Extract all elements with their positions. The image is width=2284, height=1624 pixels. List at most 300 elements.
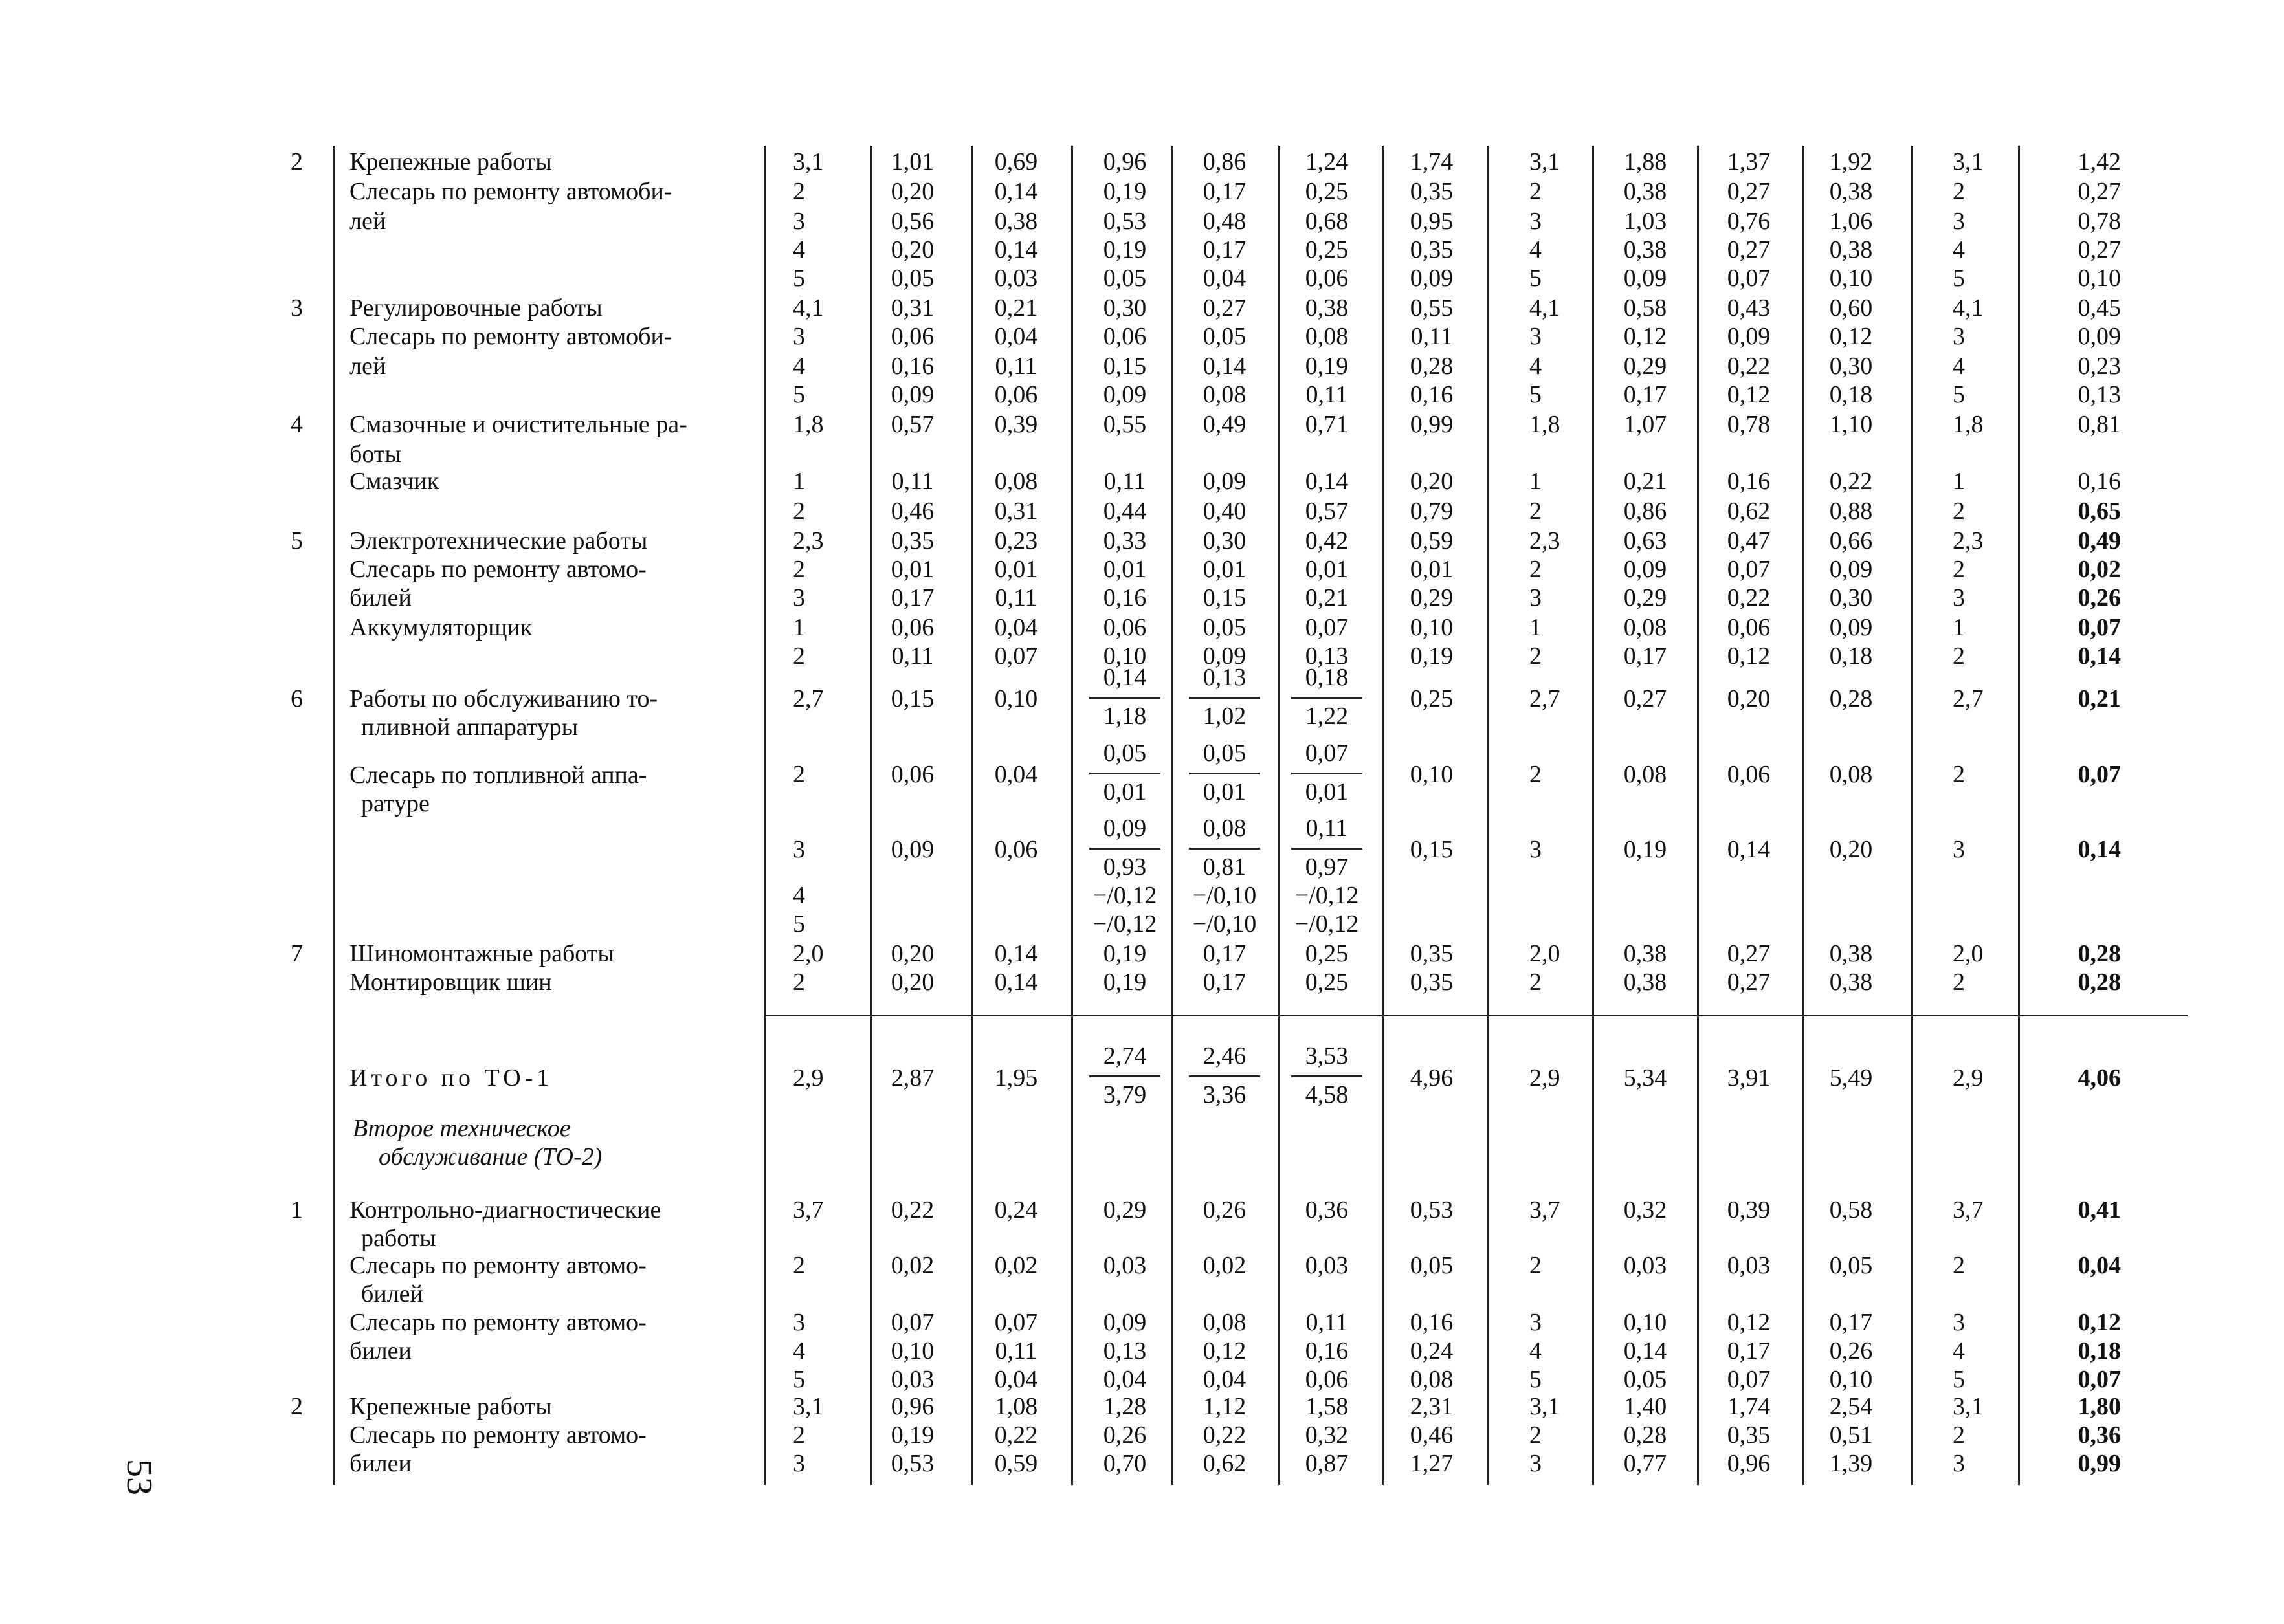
table-cell: 0,65 xyxy=(2078,498,2121,525)
table-cell: 1,8 xyxy=(1953,411,1984,438)
table-cell: 3,7 xyxy=(793,1196,824,1223)
table-cell: 5 xyxy=(1529,381,1542,408)
table-cell: 0,45 xyxy=(2078,294,2121,322)
table-cell: 0,41 xyxy=(2078,1196,2121,1223)
table-cell: 0,12 xyxy=(1727,1309,1771,1336)
column-rule xyxy=(1171,146,1173,1485)
table-cell: 2 xyxy=(793,178,805,205)
table-cell: 3,1 xyxy=(1953,1393,1984,1420)
table-cell: 0,29 xyxy=(1103,1196,1147,1223)
table-cell: 2 xyxy=(1953,1252,1965,1279)
row-label: билеи xyxy=(349,1450,412,1477)
table-cell: 0,07 xyxy=(1727,1366,1771,1393)
table-cell: 0,36 xyxy=(2078,1421,2121,1449)
table-cell: 3 xyxy=(1529,1450,1542,1477)
table-cell: 0,07 xyxy=(1727,556,1771,583)
table-cell: 0,08 xyxy=(1829,761,1873,788)
table-cell: 4,06 xyxy=(2078,1064,2121,1092)
table-cell: 0,05 xyxy=(1203,323,1247,350)
table-cell: 0,16 xyxy=(1727,468,1771,495)
table-cell: 0,10 xyxy=(1829,265,1873,292)
table-cell: 3 xyxy=(1953,323,1965,350)
table-cell: 2 xyxy=(1529,498,1542,525)
row-number: 4 xyxy=(291,411,303,438)
table-cell: 0,23 xyxy=(2078,353,2121,380)
table-cell: 0,18 xyxy=(1829,642,1873,670)
table-cell: 0,03 xyxy=(1305,1252,1349,1279)
table-cell: 0,22 xyxy=(1727,584,1771,611)
table-cell: 0,12 xyxy=(2078,1309,2121,1336)
table-cell: 0,27 xyxy=(1727,236,1771,263)
row-number: 3 xyxy=(291,294,303,322)
table-cell: 4 xyxy=(793,353,805,380)
table-cell: 0,20 xyxy=(891,236,935,263)
table-cell: 3,7 xyxy=(1953,1196,1984,1223)
table-cell: 0,46 xyxy=(1410,1421,1454,1449)
row-label: Аккумуляторщик xyxy=(349,614,533,641)
table-cell: 0,14 xyxy=(994,236,1038,263)
table-cell: 1,07 xyxy=(1623,411,1667,438)
table-cell: 0,07 xyxy=(1305,614,1349,641)
table-cell: 0,07 xyxy=(2078,1366,2121,1393)
table-cell: 3,1 xyxy=(1953,148,1984,175)
fraction-numerator: 0,07 xyxy=(1305,740,1349,767)
table-cell: 2 xyxy=(1529,556,1542,583)
row-label: Контрольно-диагностические xyxy=(349,1196,661,1223)
fraction-bar xyxy=(1089,848,1160,850)
table-cell: 0,14 xyxy=(1203,353,1247,380)
table-cell: 0,10 xyxy=(1410,614,1454,641)
table-cell: 0,15 xyxy=(1103,353,1147,380)
table-cell: 4 xyxy=(793,1337,805,1365)
row-label: билеи xyxy=(349,1337,412,1365)
table-cell: 1,8 xyxy=(793,411,824,438)
table-cell: 2,0 xyxy=(1953,940,1984,967)
fraction-numerator: 0,11 xyxy=(1305,815,1348,842)
table-cell: 0,27 xyxy=(2078,178,2121,205)
table-cell: 3 xyxy=(1529,1309,1542,1336)
table-cell: 2 xyxy=(793,1421,805,1449)
column-rule xyxy=(1071,146,1073,1485)
page-number: 53 xyxy=(119,1459,159,1495)
table-cell: 0,23 xyxy=(994,527,1038,554)
table-cell: 0,27 xyxy=(1623,685,1667,712)
table-cell: 0,42 xyxy=(1305,527,1349,554)
column-rule xyxy=(333,146,335,1485)
table-cell: 0,27 xyxy=(2078,236,2121,263)
table-cell: −/0,12 xyxy=(1092,910,1157,938)
table-cell: 5,34 xyxy=(1623,1064,1667,1092)
table-cell: 1,37 xyxy=(1727,148,1771,175)
table-cell: 3,91 xyxy=(1727,1064,1771,1092)
table-cell: 0,38 xyxy=(1623,236,1667,263)
table-cell: 0,05 xyxy=(1623,1366,1667,1393)
table-cell: 0,46 xyxy=(891,498,935,525)
section-heading: Второе техническое xyxy=(353,1115,571,1142)
table-cell: 0,79 xyxy=(1410,498,1454,525)
table-cell: 0,09 xyxy=(1103,381,1147,408)
table-cell: 4,1 xyxy=(1529,294,1560,322)
table-cell: 0,38 xyxy=(1623,940,1667,967)
table-cell: 2,0 xyxy=(1529,940,1560,967)
column-rule xyxy=(2018,146,2020,1485)
table-cell: 0,07 xyxy=(2078,761,2121,788)
table-cell: 0,21 xyxy=(2078,685,2121,712)
table-cell: 0,38 xyxy=(994,208,1038,235)
table-cell: 1,8 xyxy=(1529,411,1560,438)
table-cell: 2,9 xyxy=(1529,1064,1560,1092)
table-cell: 3 xyxy=(1953,584,1965,611)
table-cell: 0,62 xyxy=(1203,1450,1247,1477)
table-cell: 0,02 xyxy=(1203,1252,1247,1279)
table-cell: 0,11 xyxy=(995,584,1037,611)
table-cell: 0,04 xyxy=(1203,1366,1247,1393)
table-cell: 2,3 xyxy=(1953,527,1984,554)
fraction-bar xyxy=(1189,1075,1260,1077)
table-cell: 0,14 xyxy=(1727,836,1771,863)
table-cell: 0,04 xyxy=(994,323,1038,350)
table-cell: 2 xyxy=(1953,178,1965,205)
table-cell: 0,11 xyxy=(1410,323,1453,350)
table-cell: 0,35 xyxy=(1727,1421,1771,1449)
table-cell: 0,12 xyxy=(1203,1337,1247,1365)
table-cell: 0,59 xyxy=(994,1450,1038,1477)
table-cell: 2,54 xyxy=(1829,1393,1873,1420)
column-rule xyxy=(1802,146,1804,1485)
table-cell: 1,28 xyxy=(1103,1393,1147,1420)
table-cell: 1,10 xyxy=(1829,411,1873,438)
table-cell: 5 xyxy=(793,910,805,938)
table-cell: 0,14 xyxy=(994,178,1038,205)
table-cell: 0,35 xyxy=(1410,969,1454,996)
table-cell: 0,22 xyxy=(1727,353,1771,380)
table-cell: 0,38 xyxy=(1305,294,1349,322)
table-cell: 2 xyxy=(793,556,805,583)
table-cell: 0,13 xyxy=(1305,642,1349,670)
table-cell: 2 xyxy=(793,498,805,525)
table-cell: 0,51 xyxy=(1829,1421,1873,1449)
table-cell: 0,21 xyxy=(994,294,1038,322)
table-cell: 2,87 xyxy=(891,1064,935,1092)
table-cell: 0,10 xyxy=(1623,1309,1667,1336)
table-cell: 2 xyxy=(1953,1421,1965,1449)
table-cell: 2,9 xyxy=(793,1064,824,1092)
table-cell: 0,01 xyxy=(1203,556,1247,583)
table-cell: 0,07 xyxy=(994,642,1038,670)
fraction-numerator: 0,14 xyxy=(1103,664,1147,691)
fraction-bar xyxy=(1291,697,1362,699)
table-cell: 1,92 xyxy=(1829,148,1873,175)
table-cell: 0,11 xyxy=(891,642,934,670)
table-cell: 2,3 xyxy=(1529,527,1560,554)
table-cell: 0,12 xyxy=(1727,381,1771,408)
row-label: Шиномонтажные работы xyxy=(349,940,614,967)
column-rule xyxy=(971,146,973,1485)
row-number: 6 xyxy=(291,685,303,712)
table-cell: 0,09 xyxy=(1829,614,1873,641)
table-cell: 0,96 xyxy=(1103,148,1147,175)
table-cell: 0,09 xyxy=(1203,468,1247,495)
table-cell: 0,01 xyxy=(1410,556,1454,583)
table-cell: 0,29 xyxy=(1410,584,1454,611)
row-label: Работы по обслуживанию то- xyxy=(349,685,658,712)
table-cell: 0,07 xyxy=(994,1309,1038,1336)
table-cell: 2 xyxy=(1529,969,1542,996)
table-cell: 0,39 xyxy=(994,411,1038,438)
table-cell: 0,30 xyxy=(1103,294,1147,322)
row-label: Слесарь по ремонту автомо- xyxy=(349,1309,647,1336)
table-cell: 1,74 xyxy=(1727,1393,1771,1420)
table-cell: 0,20 xyxy=(891,178,935,205)
table-cell: 0,76 xyxy=(1727,208,1771,235)
table-cell: 0,06 xyxy=(994,836,1038,863)
column-rule xyxy=(1697,146,1699,1485)
row-number: 1 xyxy=(291,1196,303,1223)
table-cell: 0,14 xyxy=(2078,642,2121,670)
table-cell: 0,30 xyxy=(1829,584,1873,611)
table-cell: 0,09 xyxy=(2078,323,2121,350)
fraction-bar xyxy=(1089,697,1160,699)
section-heading: обслуживание (ТО-2) xyxy=(379,1143,603,1170)
row-label: лей xyxy=(349,208,386,235)
table-cell: 1,58 xyxy=(1305,1393,1349,1420)
table-cell: 1 xyxy=(793,468,805,495)
table-cell: 0,36 xyxy=(1305,1196,1349,1223)
table-cell: 2 xyxy=(793,1252,805,1279)
table-cell: 0,56 xyxy=(891,208,935,235)
table-cell: 0,58 xyxy=(1623,294,1667,322)
table-cell: 2 xyxy=(1529,1421,1542,1449)
table-cell: 1,74 xyxy=(1410,148,1454,175)
fraction-denominator: 4,58 xyxy=(1305,1081,1349,1108)
table-cell: 1,06 xyxy=(1829,208,1873,235)
table-cell: 0,99 xyxy=(2078,1450,2121,1477)
row-label: Слесарь по ремонту автомоби- xyxy=(349,323,672,350)
table-cell: 0,19 xyxy=(1305,353,1349,380)
table-cell: 0,55 xyxy=(1103,411,1147,438)
table-cell: 0,57 xyxy=(1305,498,1349,525)
table-cell: 0,10 xyxy=(2078,265,2121,292)
table-cell: 0,02 xyxy=(891,1252,935,1279)
fraction-numerator: 2,74 xyxy=(1103,1042,1147,1070)
table-cell: 0,87 xyxy=(1305,1450,1349,1477)
table-cell: 0,57 xyxy=(891,411,935,438)
table-cell: 0,24 xyxy=(1410,1337,1454,1365)
fraction-numerator: 0,13 xyxy=(1203,664,1247,691)
table-cell: 0,21 xyxy=(1305,584,1349,611)
section-divider xyxy=(764,1015,2188,1016)
table-cell: 0,96 xyxy=(891,1393,935,1420)
table-cell: −/0,10 xyxy=(1192,910,1257,938)
table-cell: 1 xyxy=(1953,614,1965,641)
table-cell: 4 xyxy=(1529,353,1542,380)
table-cell: 0,04 xyxy=(1203,265,1247,292)
table-cell: 1,40 xyxy=(1623,1393,1667,1420)
fraction-denominator: 0,01 xyxy=(1103,778,1147,806)
table-cell: 1 xyxy=(793,614,805,641)
table-cell: 0,16 xyxy=(1410,381,1454,408)
table-cell: 0,18 xyxy=(2078,1337,2121,1365)
table-cell: 0,06 xyxy=(1103,323,1147,350)
table-cell: 0,19 xyxy=(1103,236,1147,263)
table-cell: 1,24 xyxy=(1305,148,1349,175)
fraction-denominator: 3,36 xyxy=(1203,1081,1247,1108)
fraction-denominator: 1,18 xyxy=(1103,703,1147,730)
row-number: 7 xyxy=(291,940,303,967)
table-cell: 0,22 xyxy=(891,1196,935,1223)
table-cell: 0,25 xyxy=(1410,685,1454,712)
fraction-numerator: 0,09 xyxy=(1103,815,1147,842)
table-cell: 0,11 xyxy=(995,1337,1037,1365)
table-cell: 0,55 xyxy=(1410,294,1454,322)
fraction-denominator: 1,02 xyxy=(1203,703,1247,730)
table-cell: 0,17 xyxy=(891,584,935,611)
table-cell: 0,04 xyxy=(1103,1366,1147,1393)
table-cell: 3 xyxy=(793,208,805,235)
table-cell: 0,04 xyxy=(994,761,1038,788)
row-label: Регулировочные работы xyxy=(349,294,603,322)
table-cell: 0,38 xyxy=(1829,178,1873,205)
table-cell: 0,16 xyxy=(1103,584,1147,611)
table-cell: 0,48 xyxy=(1203,208,1247,235)
table-cell: −/0,10 xyxy=(1192,882,1257,909)
table-cell: 0,01 xyxy=(1103,556,1147,583)
table-cell: 0,27 xyxy=(1727,940,1771,967)
column-rule xyxy=(1911,146,1913,1485)
table-cell: 0,10 xyxy=(994,685,1038,712)
table-cell: 2 xyxy=(1529,178,1542,205)
table-cell: 0,16 xyxy=(1305,1337,1349,1365)
total-label: Итого по ТО-1 xyxy=(349,1064,553,1092)
fraction-bar xyxy=(1089,1075,1160,1077)
table-cell: 0,11 xyxy=(1103,468,1146,495)
fraction-numerator: 3,53 xyxy=(1305,1042,1349,1070)
fraction-denominator: 0,93 xyxy=(1103,853,1147,881)
table-cell: 0,69 xyxy=(994,148,1038,175)
table-cell: 1,95 xyxy=(994,1064,1038,1092)
table-cell: 0,71 xyxy=(1305,411,1349,438)
table-cell: −/0,12 xyxy=(1294,882,1359,909)
table-cell: 3,7 xyxy=(1529,1196,1560,1223)
table-cell: 0,05 xyxy=(1829,1252,1873,1279)
table-cell: 0,12 xyxy=(1829,323,1873,350)
table-cell: 5 xyxy=(1529,265,1542,292)
table-cell: 0,81 xyxy=(2078,411,2121,438)
table-cell: 0,09 xyxy=(1727,323,1771,350)
table-cell: 0,17 xyxy=(1203,236,1247,263)
table-cell: 0,03 xyxy=(1727,1252,1771,1279)
row-label: Слесарь по ремонту автомоби- xyxy=(349,178,672,205)
table-cell: 0,05 xyxy=(1203,614,1247,641)
fraction-bar xyxy=(1291,848,1362,850)
table-cell: 0,09 xyxy=(891,836,935,863)
table-cell: 0,43 xyxy=(1727,294,1771,322)
table-cell: 0,31 xyxy=(994,498,1038,525)
table-cell: 0,53 xyxy=(1410,1196,1454,1223)
table-cell: 1 xyxy=(1953,468,1965,495)
fraction-numerator: 0,05 xyxy=(1103,740,1147,767)
table-cell: 0,14 xyxy=(1305,468,1349,495)
table-cell: 0,11 xyxy=(891,468,934,495)
table-cell: 0,14 xyxy=(2078,836,2121,863)
table-cell: 0,20 xyxy=(1727,685,1771,712)
table-cell: 0,20 xyxy=(1829,836,1873,863)
table-cell: 0,03 xyxy=(994,265,1038,292)
table-cell: 0,19 xyxy=(1103,178,1147,205)
table-cell: 0,29 xyxy=(1623,353,1667,380)
fraction-numerator: 0,18 xyxy=(1305,664,1349,691)
table-cell: 0,20 xyxy=(891,940,935,967)
fraction-numerator: 0,05 xyxy=(1203,740,1247,767)
table-cell: 0,58 xyxy=(1829,1196,1873,1223)
table-cell: 0,28 xyxy=(1410,353,1454,380)
fraction-bar xyxy=(1189,697,1260,699)
table-cell: 0,88 xyxy=(1829,498,1873,525)
table-cell: 0,38 xyxy=(1829,236,1873,263)
table-cell: 0,17 xyxy=(1623,381,1667,408)
table-cell: 0,27 xyxy=(1727,178,1771,205)
table-cell: 0,19 xyxy=(1103,969,1147,996)
table-cell: 0,47 xyxy=(1727,527,1771,554)
table-cell: 0,28 xyxy=(2078,969,2121,996)
table-cell: 0,26 xyxy=(1103,1421,1147,1449)
column-rule xyxy=(1487,146,1489,1485)
table-cell: 0,12 xyxy=(1727,642,1771,670)
table-cell: 4 xyxy=(1953,1337,1965,1365)
table-cell: 0,06 xyxy=(891,323,935,350)
table-cell: 0,09 xyxy=(1829,556,1873,583)
table-cell: 1,03 xyxy=(1623,208,1667,235)
table-cell: 0,25 xyxy=(1305,940,1349,967)
table-cell: 0,14 xyxy=(1623,1337,1667,1365)
table-cell: 3 xyxy=(793,323,805,350)
column-rule xyxy=(1278,146,1280,1485)
fraction-bar xyxy=(1189,848,1260,850)
table-cell: 2,7 xyxy=(1529,685,1560,712)
table-cell: 0,63 xyxy=(1623,527,1667,554)
table-cell: 0,24 xyxy=(994,1196,1038,1223)
table-cell: 3 xyxy=(793,1309,805,1336)
table-cell: 2 xyxy=(1529,1252,1542,1279)
table-cell: 0,06 xyxy=(1305,265,1349,292)
table-cell: 3,1 xyxy=(1529,148,1560,175)
table-cell: 5 xyxy=(793,381,805,408)
table-cell: 0,78 xyxy=(2078,208,2121,235)
table-cell: 0,38 xyxy=(1623,178,1667,205)
table-cell: 0,49 xyxy=(2078,527,2121,554)
table-cell: 0,14 xyxy=(994,940,1038,967)
table-cell: 0,09 xyxy=(1103,1309,1147,1336)
table-cell: 1 xyxy=(1529,468,1542,495)
table-cell: 0,86 xyxy=(1623,498,1667,525)
row-number: 2 xyxy=(291,1393,303,1420)
table-cell: 0,03 xyxy=(1103,1252,1147,1279)
table-cell: 0,16 xyxy=(1410,1309,1454,1336)
table-cell: 0,08 xyxy=(1410,1366,1454,1393)
table-cell: 0,28 xyxy=(1829,685,1873,712)
table-cell: 0,31 xyxy=(891,294,935,322)
table-cell: 4 xyxy=(1953,353,1965,380)
table-cell: −/0,12 xyxy=(1294,910,1359,938)
row-label: Слесарь по ремонту автомо- xyxy=(349,1252,647,1279)
table-cell: 5 xyxy=(793,265,805,292)
table-cell: 0,06 xyxy=(1305,1366,1349,1393)
table-cell: 2 xyxy=(1953,761,1965,788)
table-cell: 0,86 xyxy=(1203,148,1247,175)
table-cell: 5 xyxy=(1529,1366,1542,1393)
table-cell: 0,44 xyxy=(1103,498,1147,525)
table-cell: 0,11 xyxy=(1305,381,1348,408)
